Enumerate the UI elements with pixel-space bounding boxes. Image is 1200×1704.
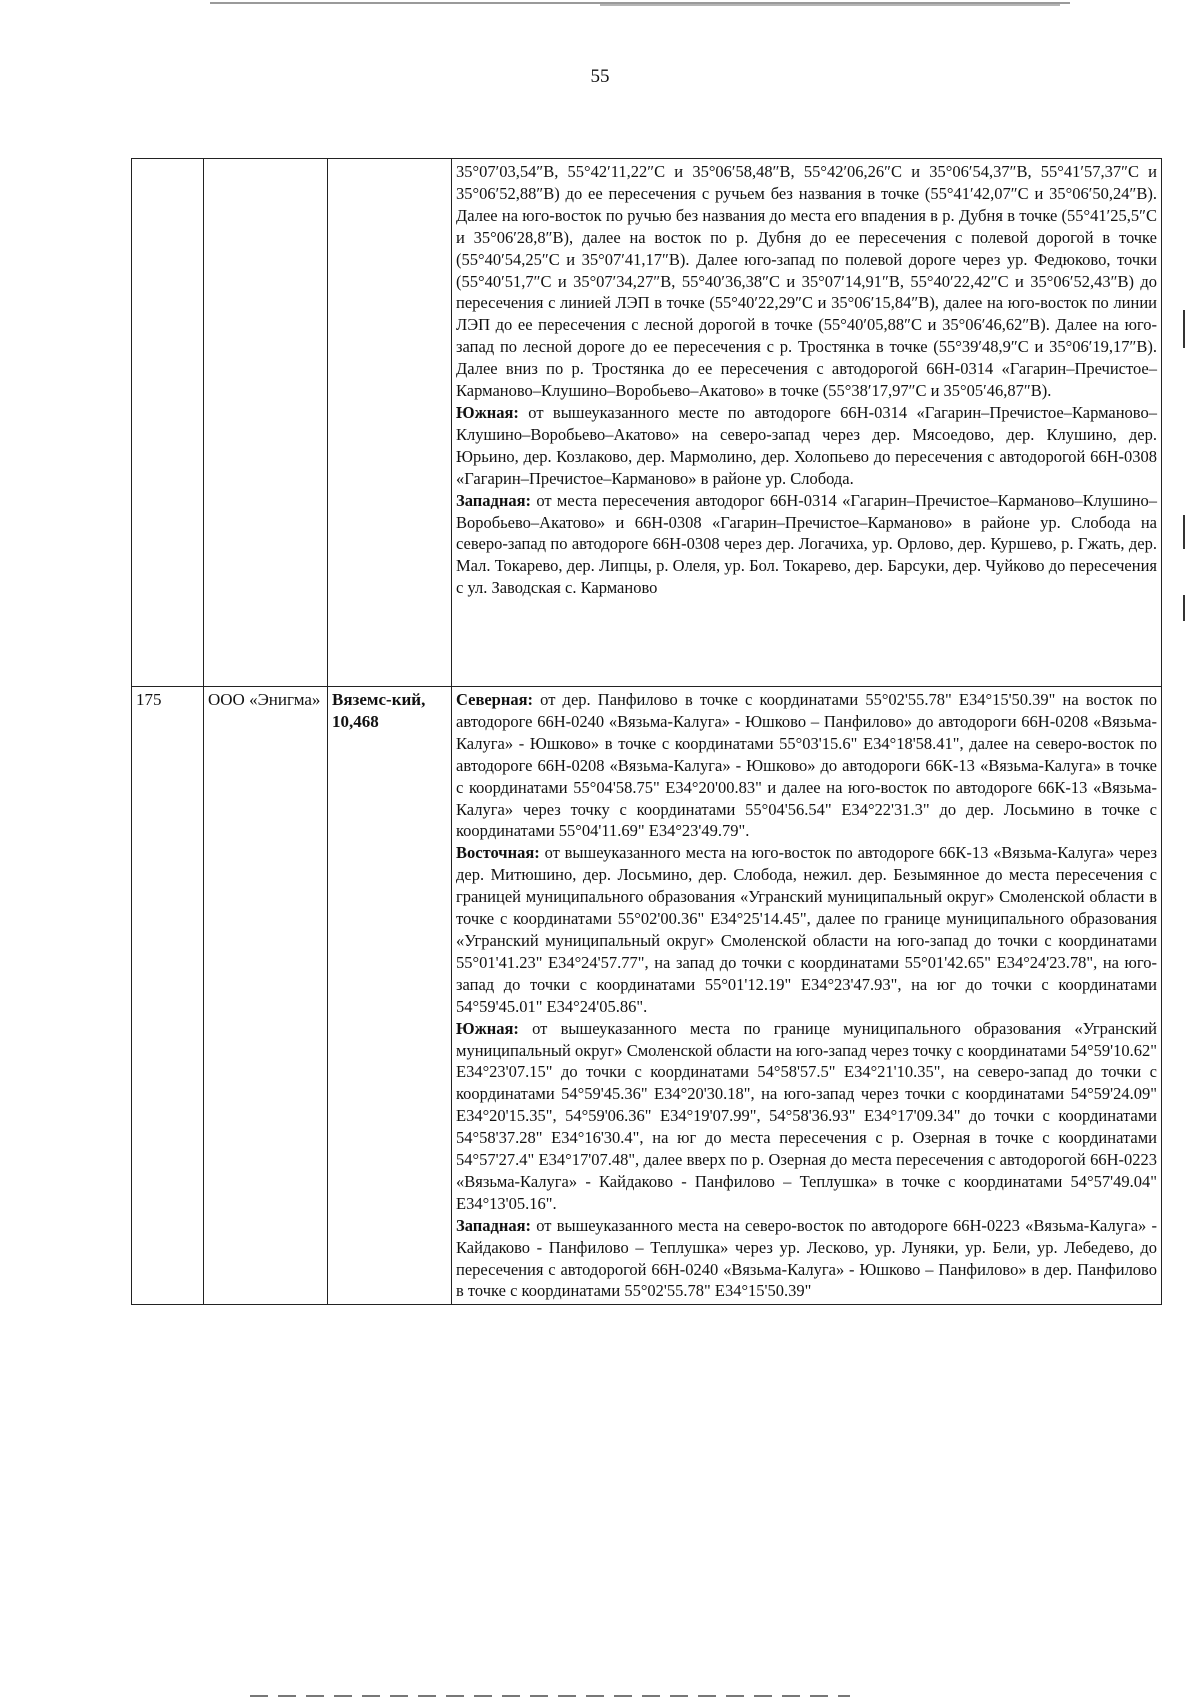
boundary-description-cell [452,159,1162,687]
table-row [132,687,1162,1305]
boundary-paragraph [456,689,1157,842]
area-cell [328,159,452,687]
boundary-text: от вышеуказанного места на северо-восток по автодороге 66Н-0223 «Вязьма-Калуга» - Кайдаково - Панфилово – Теплушка» через ур. Лесково, ур. Луняки, ур. Бели, ур. Лебедево, до пересечения с автодорогой 66Н-0240 «Вязьма-Калуга» - Юшково – Панфилово» в дер. Панфилово в точке с координатами 55°02'55.78" E34°15'50.39" [456,1215,1157,1301]
scan-top-border-shadow [600,4,1060,6]
boundary-paragraph [456,1215,1157,1303]
district-name: Вяземс-кий, [332,690,426,709]
boundary-paragraph [456,161,1157,402]
boundary-paragraph [456,1018,1157,1215]
row-number-cell [132,159,204,687]
scan-bottom-noise [250,1695,850,1697]
area-value: 10,468 [332,712,379,731]
direction-label: Западная: [456,490,532,510]
boundary-text: от места пересечения автодорог 66Н-0314 «Гагарин–Пречистое–Карманово–Клушино–Воробьево–Акатово» и 66Н-0308 «Гагарин–Пречистое–Карманово» в районе ур. Слобода на северо-запад по автодороге 66Н-0308 через дер. Логачиха, ур. Орлово, дер. Куршево, р. Гжать, дер. Мал. Токарево, дер. Липцы, р. Олеля, ур. Бол. Токарево, дер. Барсуки, дер. Чуйково до пересечения с ул. Заводская с. Карманово [456,490,1157,598]
direction-label: Южная: [456,402,519,422]
boundary-text: от вышеуказанного места на юго-восток по автодороге 66К-13 «Вязьма-Калуга» через дер. Митюшино, дер. Лосьмино, дер. Слобода, нежил. дер. Безымянное до места пересечения с границей муниципального образования «Угранский муниципальный округ» Смоленской области в точке с координатами 55°02'00.36" E34°25'14.45", далее по границе муниципального образования «Угранский муниципальный округ» Смоленской области на юго-запад до точки с координатами 55°01'41.23" E34°24'57.77", на запад до точки с координатами 55°01'42.65" E34°24'23.78", на юго-запад до точки с координатами 55°01'12.19" E34°23'47.93", на юг до точки с координатами 54°59'45.01" E34°24'05.86". [456,843,1157,1016]
scan-margin-mark [1183,515,1185,549]
hunting-grounds-table [131,158,1162,1305]
boundary-paragraph [456,490,1157,600]
page-number: 55 [590,66,610,87]
organization-cell: ООО «Энигма» [204,687,328,1305]
boundary-description-cell [452,687,1162,1305]
boundary-text: от дер. Панфилово в точке с координатами 55°02'55.78" E34°15'50.39" на восток по автодороге 66Н-0240 «Вязьма-Калуга» - Юшково – Панфилово» до автодороги 66Н-0208 «Вязьма-Калуга» - Юшково» в точке с координатами 55°03'15.6" E34°18'58.41", далее на северо-восток по автодороге 66Н-0208 «Вязьма-Калуга» - Юшково» до автодороги 66К-13 «Вязьма-Калуга» в точке с координатами 55°04'58.75" E34°20'00.83" и далее на юго-восток по автодороге 66К-13 «Вязьма-Калуга» через точку с координатами 55°04'56.54" E34°22'31.3" до дер. Лосьмино в точке с координатами 55°04'11.69" E34°23'49.79". [456,690,1157,841]
scan-margin-mark [1183,310,1185,348]
direction-label: Восточная: [456,843,540,863]
row-number-cell: 175 [132,687,204,1305]
boundary-text: от вышеуказанного месте по автодороге 66Н-0314 «Гагарин–Пречистое–Карманово–Клушино–Воробьево–Акатово» на северо-запад через дер. Мясоедово, дер. Клушино, дер. Юрьино, дер. Козлаково, дер. Мармолино, дер. Холопьево до пересечения с автодорогой 66Н-0308 «Гагарин–Пречистое–Карманово» в районе ур. Слобода. [456,402,1157,488]
boundary-paragraph [456,842,1157,1017]
direction-label: Западная: [456,1215,532,1235]
direction-label: Северная: [456,690,534,709]
direction-label: Южная: [456,1018,519,1038]
boundary-paragraph [456,402,1157,490]
table-row [132,159,1162,687]
boundary-text: от вышеуказанного места по границе муниципального образования «Угранский муниципальный округ» Смоленской области на юго-запад через точку с координатами 54°59'10.62" E34°23'07.15" до точки с координатами 54°58'57.5" E34°21'10.35", на северо-запад до точки с координатами 54°59'45.36" E34°20'30.18", на юго-запад через точки с координатами 54°59'24.09" E34°20'15.35", 54°59'06.36" E34°19'07.99", 54°58'36.93" E34°17'09.34" до точки с координатами 54°58'37.28" E34°16'30.4", на юг до места пересечения с р. Озерная в точке с координатами 54°57'27.4" E34°17'07.48", далее вверх по р. Озерная до места пересечения с автодорогой 66Н-0223 «Вязьма-Калуга» - Кайдаково - Панфилово – Теплушка» в точке с координатами 54°57'49.04" E34°13'05.16". [456,1018,1157,1213]
area-cell [328,687,452,1305]
scan-margin-mark [1183,595,1185,621]
organization-cell [204,159,328,687]
boundary-text: 35°07′03,54″В, 55°42′11,22″С и 35°06′58,48″В, 55°42′06,26″С и 35°06′54,37″В, 55°41′57,37″С и 35°06′52,88″В) до ее пересечения с ручьем без названия в точке (55°41′42,07″С и 35°06′50,24″В). Далее на юго-восток по ручью без названия до места его впадения в р. Дубня в точке (55°41′25,5″С и 35°06′28,8″В), далее на восток по р. Дубня до ее пересечения с полевой дорогой в точке (55°40′54,25″С и 35°07′41,17″В). Далее юго-запад по полевой дороге через ур. Федюково, точки (55°40′51,7″С и 35°07′34,27″В, 55°40′36,38″С и 35°07′14,91″В, 55°40′22,42″С и 35°06′52,43″В) до пересечения с линией ЛЭП в точке (55°40′22,29″С и 35°06′15,84″В), далее на юго-восток по линии ЛЭП до ее пересечения с лесной дорогой в точке (55°40′05,88″С и 35°06′46,62″В). Далее на юго-запад по лесной дороге до ее пересечения с р. Тростянка в точке (55°39′48,9″С и 35°06′19,17″В). Далее вниз по р. Тростянка до ее пересечения с автодорогой 66Н-0314 «Гагарин–Пречистое–Карманово–Клушино–Воробьево–Акатово» в точке (55°38′17,97″С и 35°05′46,87″В). [456,162,1157,401]
